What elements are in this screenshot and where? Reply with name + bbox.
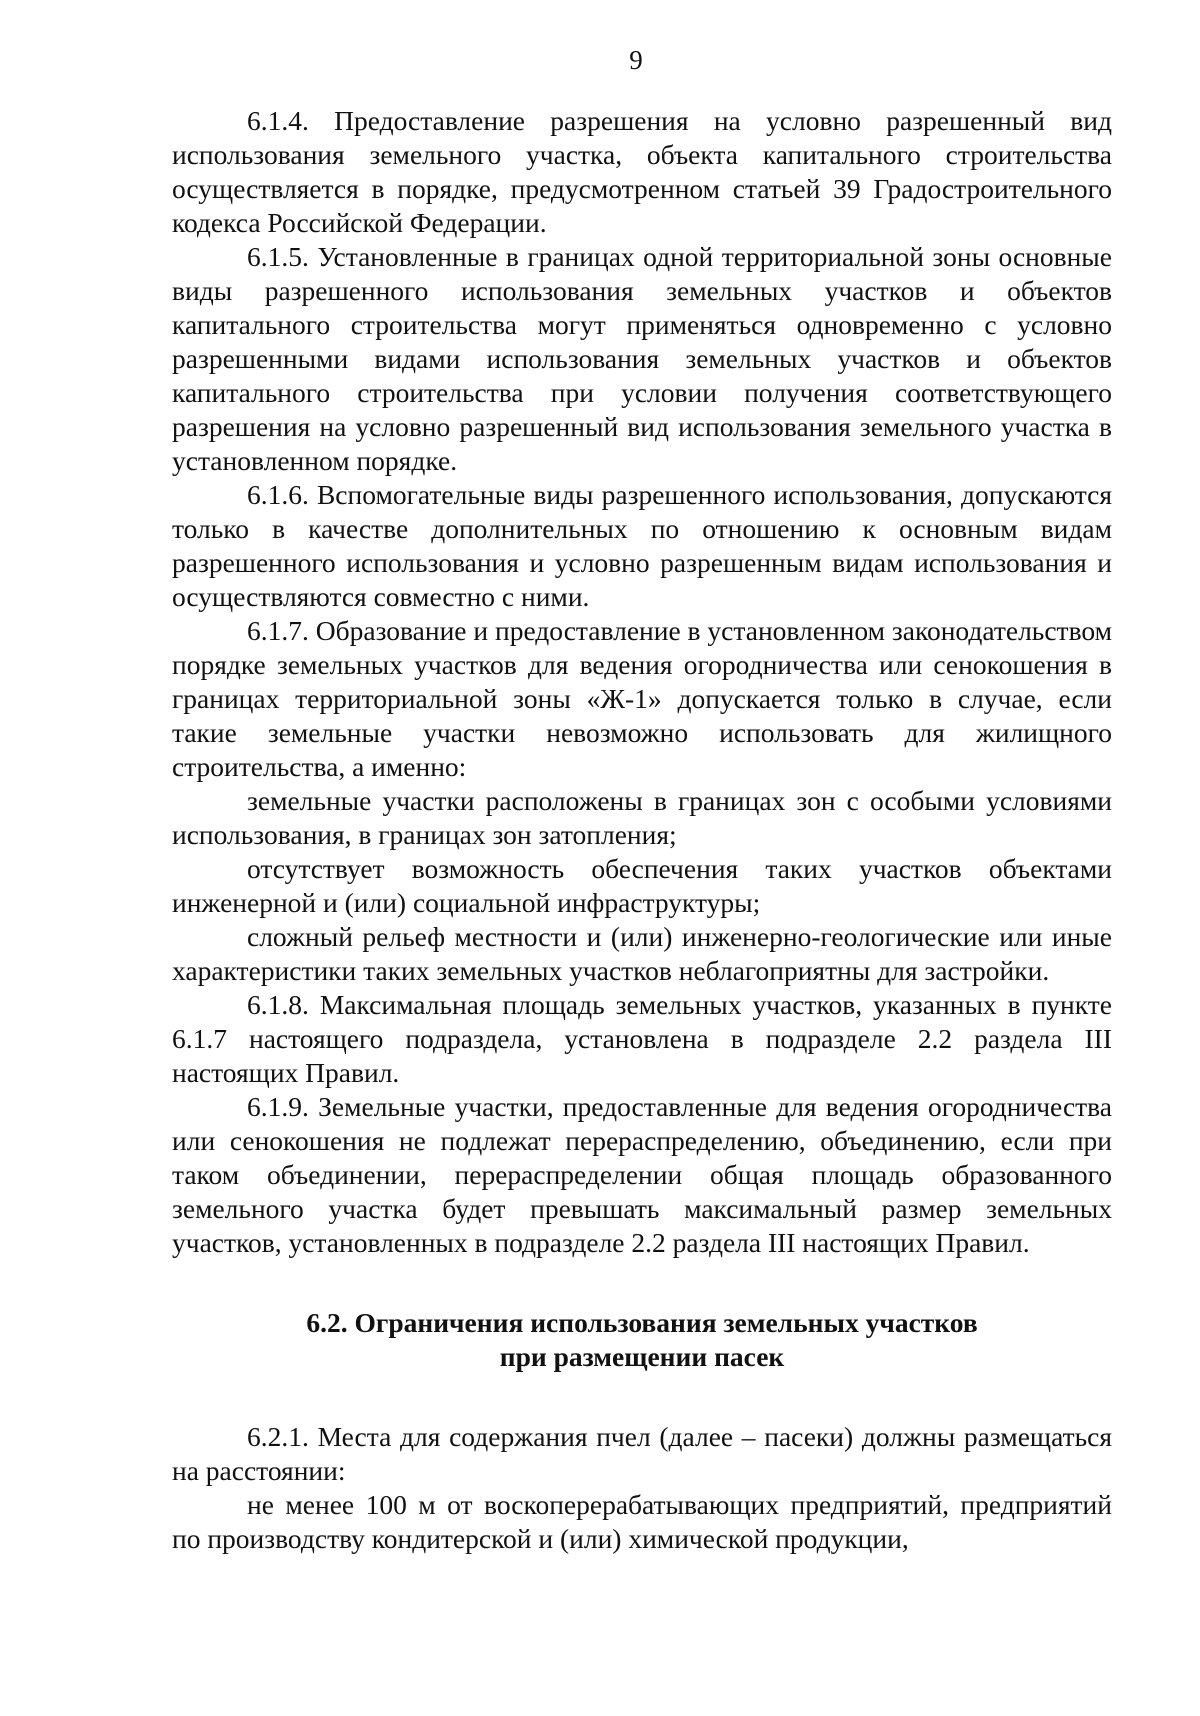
- list-item-terrain: сложный рельеф местности и (или) инженерно-геологические или иные характеристики таких земельных участков неблагоприятны для застройки.: [172, 921, 1112, 986]
- document-body: [172, 104, 1112, 1556]
- list-item-flood-zones: земельные участки расположены в границах зон с особыми условиями использования, в границах зон затопления;: [172, 785, 1112, 850]
- page-number: 9: [629, 45, 643, 75]
- paragraph-6-2-1: 6.2.1. Места для содержания пчел (далее – пасеки) должны размещаться на расстоянии:: [172, 1421, 1112, 1486]
- paragraph-6-1-9: 6.1.9. Земельные участки, предоставленные для ведения огородничества или сенокошения не подлежат перераспределению, объединению, если при таком объединении, перераспределении общая площадь образованного земельного участка будет превышать максимальный размер земельных участков, установленных в подразделе 2.2 раздела III настоящих Правил.: [172, 1091, 1112, 1258]
- paragraph-6-1-8: 6.1.8. Максимальная площадь земельных участков, указанных в пункте 6.1.7 настоящего подраздела, установлена в подразделе 2.2 раздела III настоящих Правил.: [172, 989, 1112, 1088]
- section-heading-6-2: [172, 1306, 1112, 1374]
- paragraph-6-1-6: 6.1.6. Вспомогательные виды разрешенного использования, допускаются только в качестве дополнительных по отношению к основным видам разрешенного использования и условно разрешенным видам использования и осуществляются совместно с ними.: [172, 479, 1112, 612]
- list-item-distance-100m: не менее 100 м от воскоперерабатывающих предприятий, предприятий по производству кондитерской и (или) химической продукции,: [172, 1489, 1112, 1554]
- section-heading-line-1: 6.2. Ограничения использования земельных участков: [306, 1307, 978, 1338]
- paragraph-6-1-5: 6.1.5. Установленные в границах одной территориальной зоны основные виды разрешенного использования земельных участков и объектов капитального строительства могут применяться одновременно с условно разрешенными видами использования земельных участков и объектов капитального строительства при условии получения соответствующего разрешения на условно разрешенный вид использования земельного участка в установленном порядке.: [172, 241, 1112, 476]
- paragraph-6-1-7: 6.1.7. Образование и предоставление в установленном законодательством порядке земельных участков для ведения огородничества или сенокошения в границах территориальной зоны «Ж-1» допускается только в случае, если такие земельные участки невозможно использовать для жилищного строительства, а именно:: [172, 615, 1112, 782]
- section-heading-line-2: при размещении пасек: [499, 1341, 785, 1372]
- paragraph-6-1-4: 6.1.4. Предоставление разрешения на условно разрешенный вид использования земельного участка, объекта капитального строительства осуществляется в порядке, предусмотренном статьей 39 Градостроительного кодекса Российской Федерации.: [172, 105, 1112, 238]
- list-item-infrastructure: отсутствует возможность обеспечения таких участков объектами инженерной и (или) социальной инфраструктуры;: [172, 853, 1112, 918]
